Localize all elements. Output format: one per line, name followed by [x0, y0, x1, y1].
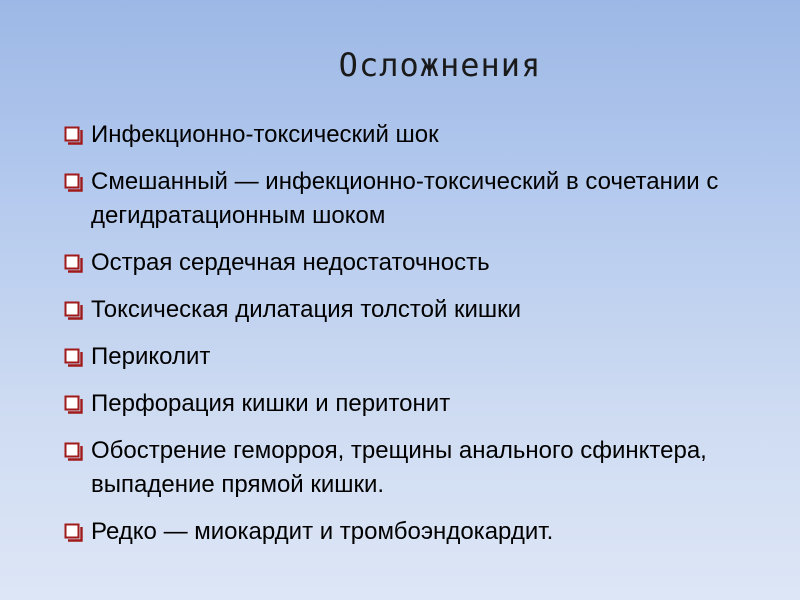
list-item-text: Перфорация кишки и перитонит [91, 390, 451, 417]
list-item [64, 515, 754, 549]
list-item [64, 387, 754, 421]
checkbox-square-icon [64, 434, 86, 468]
checkbox-square-icon [64, 515, 86, 549]
complications-list [64, 118, 754, 562]
list-item-text: Смешанный — инфекционно-токсический в сочетании с дегидратационным шоком [91, 168, 719, 229]
list-item-text: Обострение геморроя, трещины анального сфинктера, выпадение прямой кишки. [91, 437, 707, 498]
list-item [64, 434, 754, 502]
checkbox-square-icon [64, 387, 86, 421]
list-item-text: Острая сердечная недостаточность [91, 249, 490, 276]
checkbox-square-icon [64, 340, 86, 374]
checkbox-square-icon [64, 118, 86, 152]
slide-title: Осложнения [338, 46, 542, 84]
list-item-text: Редко — миокардит и тромбоэндокардит. [91, 518, 554, 545]
checkbox-square-icon [64, 246, 86, 280]
list-item [64, 340, 754, 374]
list-item-text: Периколит [91, 343, 211, 370]
list-item [64, 118, 754, 152]
checkbox-square-icon [64, 293, 86, 327]
checkbox-square-icon [64, 165, 86, 199]
list-item [64, 246, 754, 280]
list-item-text: Инфекционно-токсический шок [91, 121, 439, 148]
list-item [64, 165, 754, 233]
list-item [64, 293, 754, 327]
list-item-text: Токсическая дилатация толстой кишки [91, 296, 522, 323]
